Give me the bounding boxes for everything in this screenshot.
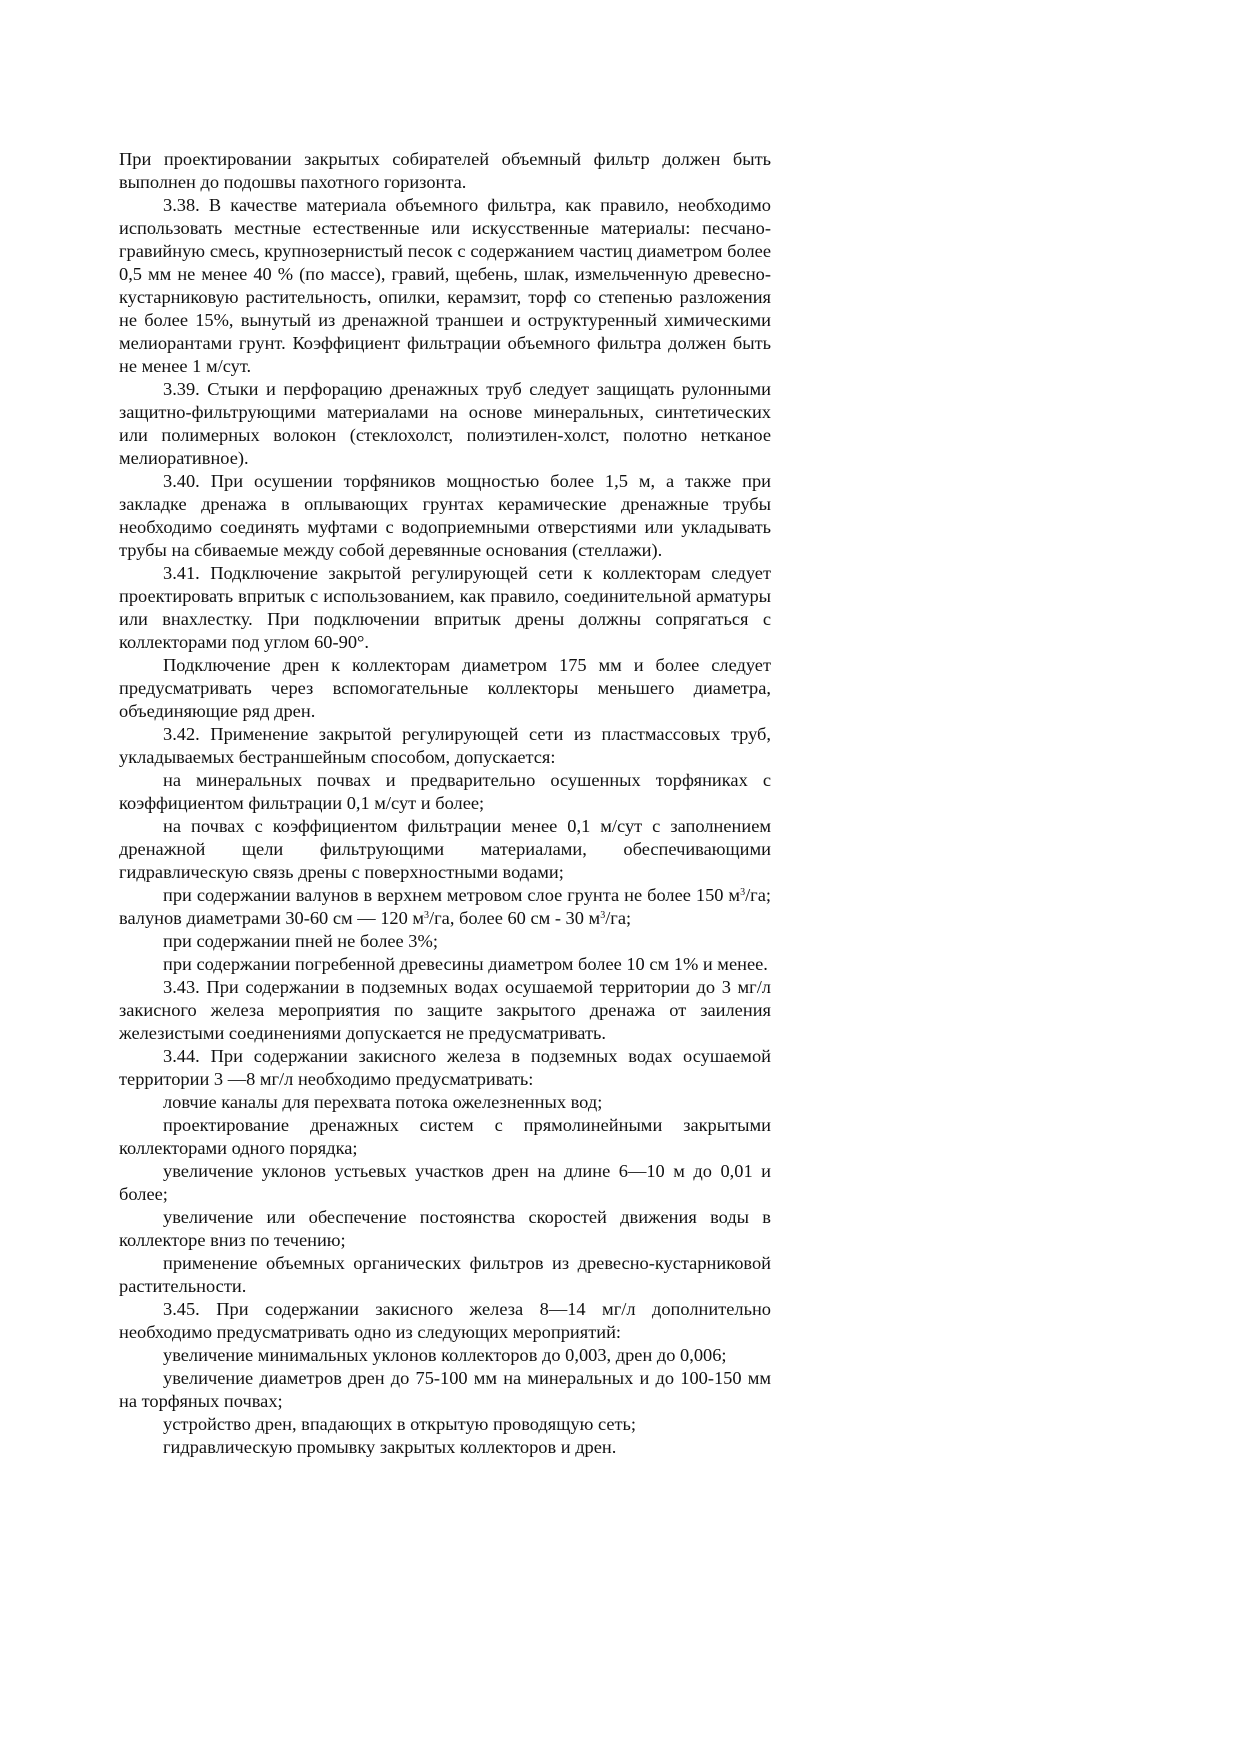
paragraph-boulders [119,884,771,930]
paragraph: гидравлическую промывку закрытых коллекторов и дрен. [163,1437,617,1457]
boulders-text-3: /га, более 60 см - 30 м [429,908,601,928]
paragraph: 3.40. При осушении торфяников мощностью более 1,5 м, а также при закладке дренажа в оплывающих грунтах керамические дренажные трубы необходимо соединять муфтами с водоприемными отверстиями или укладывать трубы на сбиваемые между собой деревянные основания (стеллажи). [119,471,771,560]
boulders-text-1: при содержании валунов в верхнем метровом слое грунта не более 150 м [163,885,741,905]
paragraph: ловчие каналы для перехвата потока ожелезненных вод; [163,1092,603,1112]
boulders-text-4: /га; [605,908,632,928]
paragraph: устройство дрен, впадающих в открытую проводящую сеть; [163,1414,637,1434]
paragraph: 3.42. Применение закрытой регулирующей сети из пластмассовых труб, укладываемых бестраншейным способом, допускается: [119,724,771,767]
paragraph: при содержании погребенной древесины диаметром более 10 см 1% и менее. [163,954,768,974]
document-page [119,148,771,1459]
paragraph: проектирование дренажных систем с прямолинейными закрытыми коллекторами одного порядка; [119,1115,771,1158]
paragraph: при содержании пней не более 3%; [163,931,438,951]
paragraph: применение объемных органических фильтров из древесно-кустарниковой растительности. [119,1253,771,1296]
superscript: 3 [740,887,746,898]
paragraph: 3.44. При содержании закисного железа в подземных водах осушаемой территории 3 —8 мг/л необходимо предусматривать: [119,1046,771,1089]
paragraph: 3.39. Стыки и перфорацию дренажных труб следует защищать рулонными защитно-фильтрующими материалами на основе минеральных, синтетических или полимерных волокон (стеклохолст, полиэтилен-холст, полотно нетканое мелиоративное). [119,379,771,468]
paragraph: 3.41. Подключение закрытой регулирующей сети к коллекторам следует проектировать впритык с использованием, как правило, соединительной арматуры или внахлестку. При подключении впритык дрены должны сопрягаться с коллекторами под углом 60-90°. [119,563,771,652]
paragraph: 3.38. В качестве материала объемного фильтра, как правило, необходимо использовать местные естественные или искусственные материалы: песчано-гравийную смесь, крупнозернистый песок с содержанием частиц диаметром более 0,5 мм не менее 40 % (по массе), гравий, щебень, шлак, измельченную древесно-кустарниковую растительность, опилки, керамзит, торф со степенью разложения не более 15%, вынутый из дренажной траншеи и оструктуренный химическими мелиорантами грунт. Коэффициент фильтрации объемного фильтра должен быть не менее 1 м/сут. [119,195,771,376]
superscript: 3 [600,910,606,921]
paragraph: на минеральных почвах и предварительно осушенных торфяниках с коэффициентом фильтрации 0,1 м/сут и более; [119,770,771,813]
boulders-text-2: /га; валунов диаметрами 30-60 см — 120 м [119,885,771,928]
paragraph: увеличение минимальных уклонов коллекторов до 0,003, дрен до 0,006; [163,1345,727,1365]
paragraph: увеличение диаметров дрен до 75-100 мм на минеральных и до 100-150 мм на торфяных почвах; [119,1368,771,1411]
paragraph: на почвах с коэффициентом фильтрации менее 0,1 м/сут с заполнением дренажной щели фильтрующими материалами, обеспечивающими гидравлическую связь дрены с поверхностными водами; [119,816,771,882]
superscript: 3 [424,910,430,921]
paragraph: увеличение или обеспечение постоянства скоростей движения воды в коллекторе вниз по течению; [119,1207,771,1250]
paragraph: При проектировании закрытых собирателей объемный фильтр должен быть выполнен до подошвы пахотного горизонта. [119,149,771,192]
paragraph: 3.45. При содержании закисного железа 8—14 мг/л дополнительно необходимо предусматривать одно из следующих мероприятий: [119,1299,771,1342]
paragraph: увеличение уклонов устьевых участков дрен на длине 6—10 м до 0,01 и более; [119,1161,771,1204]
paragraph: 3.43. При содержании в подземных водах осушаемой территории до 3 мг/л закисного железа мероприятия по защите закрытого дренажа от заиления железистыми соединениями допускается не предусматривать. [119,977,771,1043]
paragraph: Подключение дрен к коллекторам диаметром 175 мм и более следует предусматривать через вспомогательные коллекторы меньшего диаметра, объединяющие ряд дрен. [119,655,771,721]
